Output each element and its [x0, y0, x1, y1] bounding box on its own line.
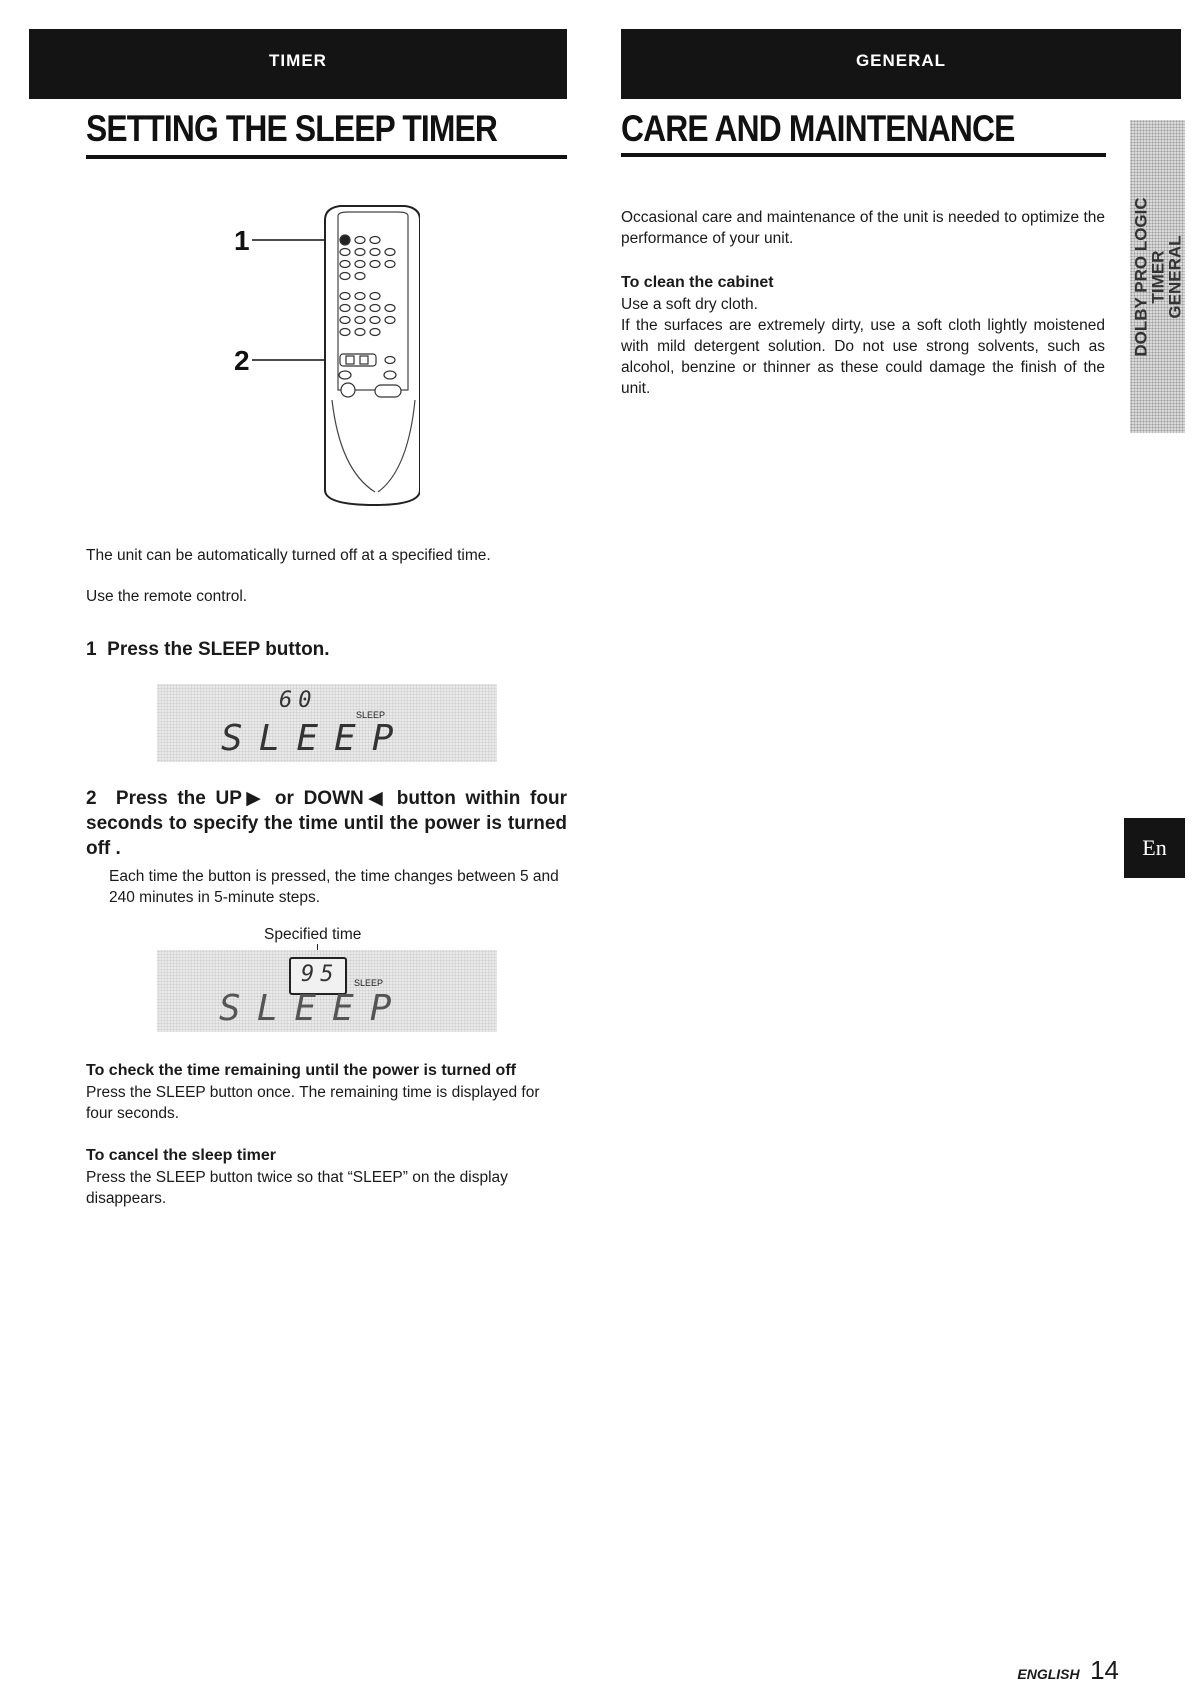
sidebar-labels [1132, 197, 1183, 356]
footer-language: ENGLISH [1017, 1666, 1080, 1682]
section-band-general [621, 29, 1181, 99]
callout-2: 2 [234, 345, 250, 376]
display-1-main: SLEEP [221, 718, 410, 759]
remote-control-illustration [220, 200, 420, 510]
step-2-number: 2 [86, 788, 97, 809]
section-index-sidebar [1130, 120, 1185, 433]
clean-title: To clean the cabinet [621, 274, 774, 291]
sidebar-label-timer: TIMER [1148, 250, 1167, 303]
step-2 [86, 786, 567, 861]
callout-1: 1 [234, 225, 250, 256]
sleep-display-2 [157, 950, 497, 1032]
page-title-care: CARE AND MAINTENANCE [621, 108, 1015, 149]
display-2-main: SLEEP [219, 988, 408, 1029]
step-1-text: Press the SLEEP button. [107, 639, 330, 660]
title-rule [86, 155, 567, 159]
band-label: GENERAL [855, 51, 947, 70]
band-label: TIMER [269, 51, 327, 70]
display-1-top: 60 [279, 688, 318, 713]
care-intro: Occasional care and maintenance of the unit is needed to optimize the performance of your unit. [621, 209, 1105, 247]
page-title-sleep-timer: SETTING THE SLEEP TIMER [86, 108, 498, 149]
sidebar-label-general: GENERAL [1165, 234, 1184, 319]
specified-time-caption: Specified time [264, 926, 362, 943]
sleep-display-1 [157, 684, 497, 762]
display-1-sleep-label: SLEEP [356, 710, 386, 720]
page-footer [1017, 1655, 1119, 1686]
display-2-sleep-label: SLEEP [354, 978, 384, 988]
title-rule [621, 153, 1106, 157]
step-1-number: 1 [86, 639, 97, 660]
sidebar-label-dolby: DOLBY PRO LOGIC [1131, 196, 1150, 357]
check-title: To check the time remaining until the power is turned off [86, 1062, 516, 1079]
section-band-timer [29, 29, 567, 99]
page-number: 14 [1090, 1655, 1119, 1685]
use-remote-text: Use the remote control. [86, 588, 248, 605]
cancel-title: To cancel the sleep timer [86, 1147, 276, 1164]
clean-line-2: If the surfaces are extremely dirty, use a soft cloth lightly moistened with mild detergent solution. Do not use strong solvents, such as alcohol, benzine or thinner as these could damage the finish of the unit. [621, 317, 1105, 397]
step-2-text: Press the UP▶ or DOWN◀ button within four seconds to specify the time until the power is turned off . [86, 788, 567, 859]
step-1 [86, 637, 330, 662]
language-tab: En [1124, 818, 1185, 878]
intro-text: The unit can be automatically turned off at a specified time. [86, 547, 491, 564]
cancel-body: Press the SLEEP button twice so that “SLEEP” on the display disappears. [86, 1169, 508, 1207]
clean-line-1: Use a soft dry cloth. [621, 296, 758, 313]
display-2-top: 95 [301, 962, 340, 987]
step-2-body: Each time the button is pressed, the time changes between 5 and 240 minutes in 5-minute steps. [109, 868, 559, 906]
check-body: Press the SLEEP button once. The remaining time is displayed for four seconds. [86, 1084, 540, 1122]
